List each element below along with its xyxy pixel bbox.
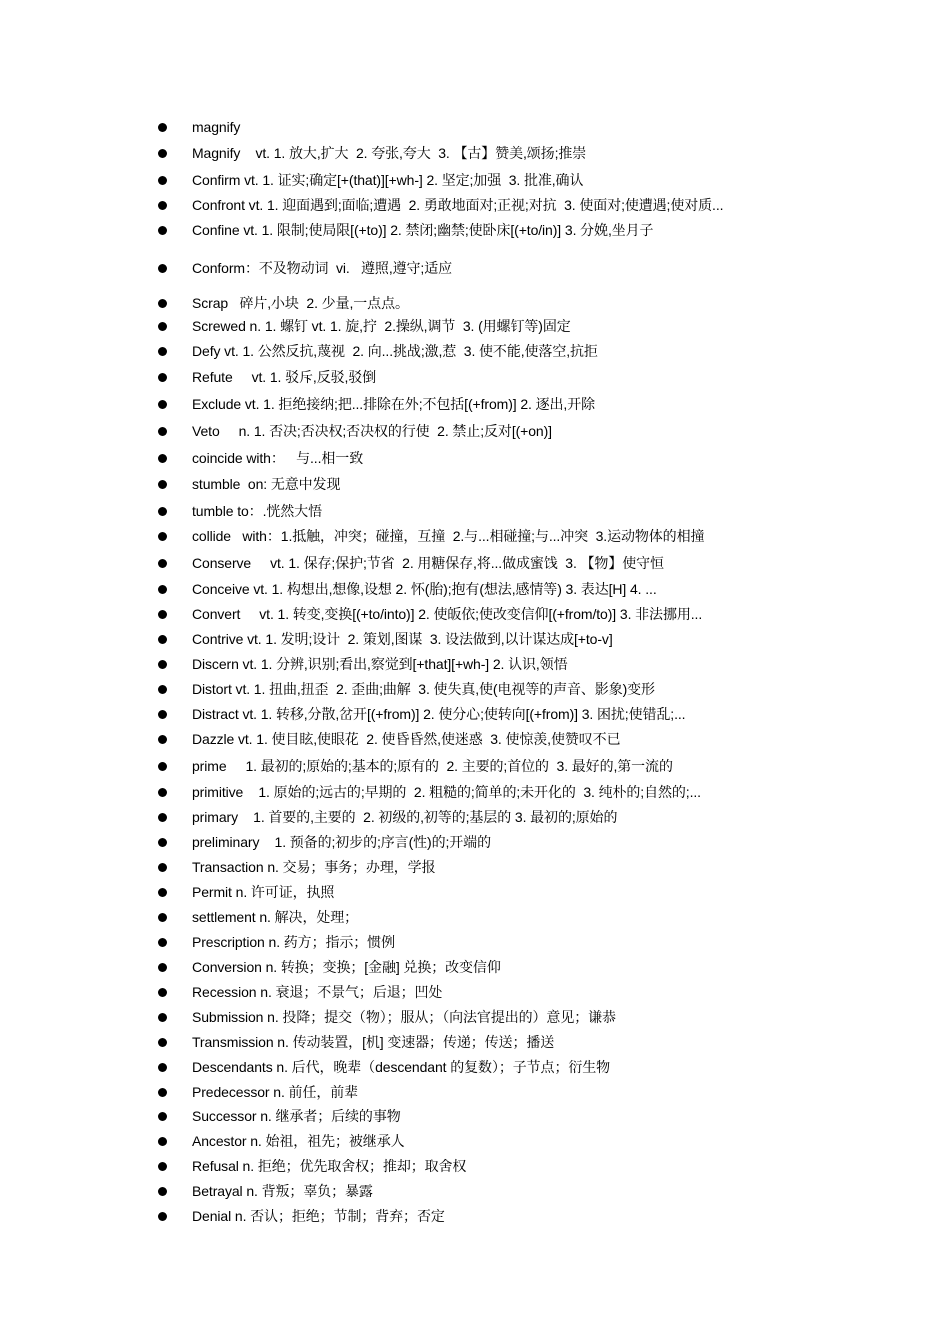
list-item-text: collide with：1.抵触，冲突；碰撞，互撞 2.与...相碰撞;与...冲突 3.运动物体的相撞: [192, 528, 705, 544]
list-item-text: Descendants n. 后代，晚辈（descendant 的复数）；子节点；衍生物: [192, 1059, 611, 1075]
list-item: [155, 1131, 405, 1151]
list-item-text: prime 1. 最初的;原始的;基本的;原有的 2. 主要的;首位的 3. 最好的,第一流的: [192, 758, 673, 774]
list-item: [155, 526, 704, 546]
list-item-text: Conversion n. 转换；变换；[金融] 兑换；改变信仰: [192, 959, 501, 975]
bullet-icon: [158, 1137, 167, 1146]
list-item-text: settlement n. 解决，处理；: [192, 909, 359, 925]
bullet-icon: [158, 1212, 167, 1221]
bullet-icon: [158, 610, 167, 619]
list-item-text: Predecessor n. 前任，前辈: [192, 1084, 359, 1100]
list-item: [155, 220, 653, 240]
bullet-icon: [158, 1013, 167, 1022]
list-item-text: Refusal n. 拒绝；优先取舍权；推却；取舍权: [192, 1158, 467, 1174]
list-item-text: Exclude vt. 1. 拒绝接纳;把...排除在外;不包括[(+from)] 2. 逐出,开除: [192, 396, 596, 412]
list-item-text: Denial n. 否认；拒绝；节制；背弃；否定: [192, 1208, 445, 1224]
bullet-icon: [158, 710, 167, 719]
list-item: [155, 1156, 466, 1176]
bullet-icon: [158, 888, 167, 897]
list-item: [155, 1007, 616, 1027]
list-item-text: Contrive vt. 1. 发明;设计 2. 策划,图谋 3. 设法做到,以计谋达成[+to-v]: [192, 631, 613, 647]
list-item-text: Prescription n. 药方；指示；惯例: [192, 934, 395, 950]
list-item: [155, 729, 620, 749]
list-item: [155, 170, 583, 190]
list-item-text: Permit n. 许可证，执照: [192, 884, 335, 900]
bullet-icon: [158, 559, 167, 568]
list-item-text: Confirm vt. 1. 证实;确定[+(that)][+wh-] 2. 坚定;加强 3. 批准,确认: [192, 172, 584, 188]
list-item: [155, 807, 617, 827]
list-item-text: magnify: [192, 119, 241, 135]
list-item: [155, 448, 363, 468]
bullet-icon: [158, 123, 167, 132]
list-item-text: tumble to：.恍然大悟: [192, 503, 322, 519]
bullet-icon: [158, 963, 167, 972]
list-item-text: primitive 1. 原始的;远古的;早期的 2. 粗糙的;简单的;未开化的 3. 纯朴的;自然的;...: [192, 784, 701, 800]
list-item-text: Defy vt. 1. 公然反抗,蔑视 2. 向...挑战;激,惹 3. 使不能,使落空,抗拒: [192, 343, 598, 359]
list-item-text: Conceive vt. 1. 构想出,想像,设想 2. 怀(胎);抱有(想法,感情等) 3. 表达[H] 4. ...: [192, 581, 657, 597]
list-item: [155, 474, 340, 494]
list-item: [155, 982, 442, 1002]
list-item: [155, 932, 395, 952]
list-item: [155, 1106, 401, 1126]
list-item: [155, 394, 595, 414]
list-item: [155, 195, 723, 215]
bullet-icon: [158, 735, 167, 744]
bullet-icon: [158, 1088, 167, 1097]
bullet-icon: [158, 988, 167, 997]
list-item: [155, 553, 664, 573]
list-item: [155, 957, 501, 977]
list-item: [155, 258, 452, 278]
list-item-text: Magnify vt. 1. 放大,扩大 2. 夸张,夸大 3. 【古】赞美,颂扬;推崇: [192, 145, 587, 161]
bullet-icon: [158, 585, 167, 594]
list-item-text: Transaction n. 交易；事务；办理，学报: [192, 859, 436, 875]
list-item-text: Successor n. 继承者；后续的事物: [192, 1108, 401, 1124]
list-item: [155, 341, 598, 361]
list-item: [155, 756, 673, 776]
list-item-text: Discern vt. 1. 分辨,识别;看出,察觉到[+that][+wh-] 2. 认识,领悟: [192, 656, 568, 672]
list-item-text: Confront vt. 1. 迎面遇到;面临;遭遇 2. 勇敢地面对;正视;对抗 3. 使面对;使遭遇;使对质...: [192, 197, 724, 213]
list-item: [155, 293, 409, 313]
bullet-icon: [158, 1038, 167, 1047]
bullet-icon: [158, 788, 167, 797]
list-item: [155, 143, 586, 163]
bullet-icon: [158, 838, 167, 847]
bullet-icon: [158, 1162, 167, 1171]
bullet-icon: [158, 480, 167, 489]
list-item: [155, 1206, 445, 1226]
list-item: [155, 579, 657, 599]
bullet-icon: [158, 813, 167, 822]
bullet-icon: [158, 507, 167, 516]
list-item-text: Distract vt. 1. 转移,分散,岔开[(+from)] 2. 使分心;使转向[(+from)] 3. 困扰;使错乱;...: [192, 706, 686, 722]
bullet-icon: [158, 226, 167, 235]
list-item-text: primary 1. 首要的,主要的 2. 初级的,初等的;基层的 3. 最初的;原始的: [192, 809, 618, 825]
list-item-text: Ancestor n. 始祖，祖先；被继承人: [192, 1133, 405, 1149]
list-item-text: Betrayal n. 背叛；辜负；暴露: [192, 1183, 373, 1199]
bullet-icon: [158, 532, 167, 541]
bullet-icon: [158, 454, 167, 463]
list-item: [155, 501, 322, 521]
list-item-text: coincide with： 与...相一致: [192, 450, 364, 466]
list-item-text: Submission n. 投降；提交（物）；服从；（向法官提出的）意见；谦恭: [192, 1009, 616, 1025]
list-item-text: Screwed n. 1. 螺钉 vt. 1. 旋,拧 2.操纵,调节 3. (用螺钉等)固定: [192, 318, 571, 334]
list-item-text: Recession n. 衰退；不景气；后退；凹处: [192, 984, 443, 1000]
list-item: [155, 629, 613, 649]
bullet-icon: [158, 347, 167, 356]
bullet-icon: [158, 863, 167, 872]
bullet-icon: [158, 685, 167, 694]
bullet-icon: [158, 264, 167, 273]
list-item-text: Confine vt. 1. 限制;使局限[(+to)] 2. 禁闭;幽禁;使卧床[(+to/in)] 3. 分娩,坐月子: [192, 222, 654, 238]
list-item: [155, 782, 701, 802]
bullet-icon: [158, 427, 167, 436]
list-item: [155, 679, 655, 699]
bullet-icon: [158, 149, 167, 158]
bullet-icon: [158, 913, 167, 922]
list-item-text: Refute vt. 1. 驳斥,反驳,驳倒: [192, 369, 377, 385]
bullet-icon: [158, 1187, 167, 1196]
list-item-text: Veto n. 1. 否决;否决权;否决权的行使 2. 禁止;反对[(+on)]: [192, 423, 552, 439]
list-item-text: Dazzle vt. 1. 使目眩,使眼花 2. 使昏昏然,使迷惑 3. 使惊羡,使赞叹不已: [192, 731, 621, 747]
list-item-text: Convert vt. 1. 转变,变换[(+to/into)] 2. 使皈依;使改变信仰[(+from/to)] 3. 非法挪用...: [192, 606, 703, 622]
list-item: [155, 857, 435, 877]
list-item: [155, 654, 568, 674]
list-item: [155, 1032, 554, 1052]
list-item: [155, 1082, 358, 1102]
list-item: [155, 1057, 610, 1077]
list-item: [155, 316, 571, 336]
list-item: [155, 604, 702, 624]
list-item: [155, 1181, 373, 1201]
list-item-text: Conform：不及物动词 vi. 遵照,遵守;适应: [192, 260, 453, 276]
bullet-icon: [158, 373, 167, 382]
bullet-icon: [158, 400, 167, 409]
list-item-text: Distort vt. 1. 扭曲,扭歪 2. 歪曲;曲解 3. 使失真,使(电视等的声音、影象)变形: [192, 681, 655, 697]
list-item-text: stumble on: 无意中发现: [192, 476, 341, 492]
list-item: [155, 421, 552, 441]
list-item-text: preliminary 1. 预备的;初步的;序言(性)的;开端的: [192, 834, 491, 850]
bullet-icon: [158, 176, 167, 185]
bullet-icon: [158, 762, 167, 771]
list-item: [155, 882, 334, 902]
bullet-icon: [158, 201, 167, 210]
bullet-icon: [158, 299, 167, 308]
bullet-icon: [158, 322, 167, 331]
list-item: [155, 117, 240, 137]
bullet-icon: [158, 660, 167, 669]
list-item-text: Conserve vt. 1. 保存;保护;节省 2. 用糖保存,将...做成蜜饯 3. 【物】使守恒: [192, 555, 664, 571]
list-item-text: Transmission n. 传动装置，[机] 变速器；传递；传送；播送: [192, 1034, 555, 1050]
list-item: [155, 367, 376, 387]
list-item: [155, 907, 358, 927]
list-item: [155, 704, 685, 724]
bullet-icon: [158, 938, 167, 947]
bullet-icon: [158, 1063, 167, 1072]
list-item-text: Scrap 碎片,小块 2. 少量,一点点。: [192, 295, 409, 311]
bullet-icon: [158, 1112, 167, 1121]
list-item: [155, 832, 491, 852]
bullet-icon: [158, 635, 167, 644]
